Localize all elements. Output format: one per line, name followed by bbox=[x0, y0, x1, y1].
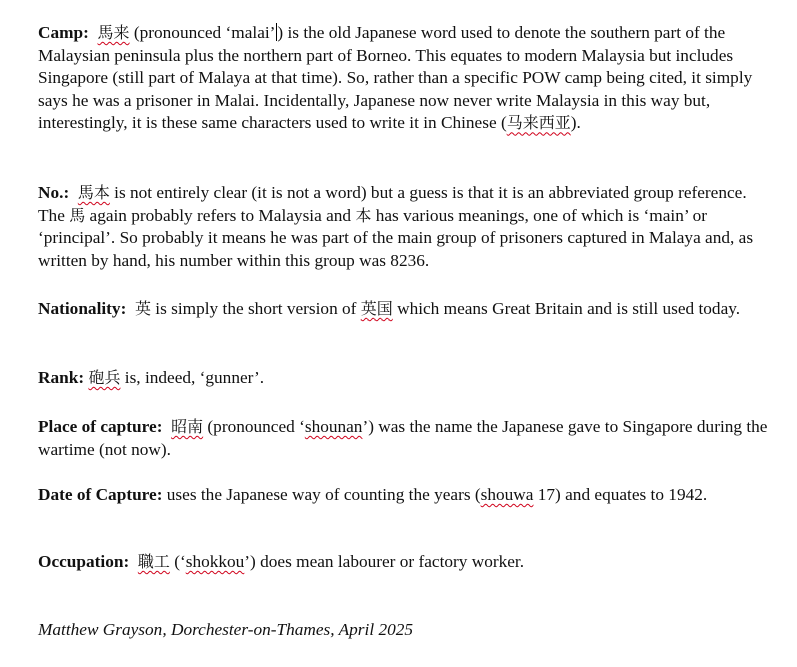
paragraph-nationality[interactable] bbox=[38, 298, 768, 321]
paragraph-date-of-capture[interactable] bbox=[38, 484, 768, 507]
romaji-shounan[interactable]: shounan bbox=[304, 417, 363, 436]
paragraph-occupation[interactable] bbox=[38, 551, 768, 574]
label-camp: Camp: bbox=[38, 23, 89, 42]
chinese-malaysia[interactable]: 马来西亚 bbox=[506, 113, 571, 133]
date-text-1: uses the Japanese way of counting the years ( bbox=[162, 485, 481, 504]
date-text-2: 17) and equates to 1942. bbox=[533, 485, 708, 504]
label-rank: Rank: bbox=[38, 368, 85, 387]
kanji-malai[interactable]: 馬来 bbox=[97, 23, 130, 42]
paragraph-number[interactable] bbox=[38, 182, 768, 272]
kanji-ma: 馬 bbox=[69, 205, 86, 225]
place-text-2: ’) was the name the Japanese gave to Singapore during the wartime (not now). bbox=[38, 417, 768, 459]
kanji-mahon[interactable]: 馬本 bbox=[77, 183, 110, 202]
kanji-ei: 英 bbox=[134, 299, 151, 318]
paragraph-rank[interactable] bbox=[38, 367, 768, 390]
romaji-shouwa[interactable]: shouwa bbox=[480, 485, 534, 504]
paragraph-camp[interactable] bbox=[38, 22, 768, 135]
occupation-text-2: ’) does mean labourer or factory worker. bbox=[244, 552, 525, 571]
paragraph-place-of-capture[interactable] bbox=[38, 416, 768, 461]
occupation-text-1: (‘ bbox=[169, 552, 186, 571]
nationality-text-1: is simply the short version of bbox=[150, 299, 361, 318]
kanji-houhei[interactable]: 砲兵 bbox=[88, 368, 121, 387]
place-text-1: (pronounced ‘ bbox=[203, 417, 305, 436]
kanji-eikoku[interactable]: 英国 bbox=[360, 299, 393, 318]
label-place-of-capture: Place of capture: bbox=[38, 417, 163, 436]
camp-pronounced: (pronounced ‘malai’ bbox=[129, 23, 276, 42]
rank-text: is, indeed, ‘gunner’. bbox=[120, 368, 265, 387]
kanji-shounan[interactable]: 昭南 bbox=[171, 417, 204, 436]
number-text-2: again probably refers to Malaysia and bbox=[85, 205, 356, 225]
label-number: No.: bbox=[38, 183, 70, 202]
nationality-text-2: which means Great Britain and is still used today. bbox=[392, 299, 741, 318]
number-text-1: is not entirely clear (it is not a word) but a guess is that it is an abbreviated group reference. The bbox=[38, 183, 747, 225]
label-occupation: Occupation: bbox=[38, 552, 130, 571]
kanji-hon: 本 bbox=[355, 205, 372, 225]
kanji-shokkou[interactable]: 職工 bbox=[137, 552, 170, 571]
camp-end: ). bbox=[570, 113, 581, 133]
label-date-of-capture: Date of Capture: bbox=[38, 485, 163, 504]
signature-line: Matthew Grayson, Dorchester-on-Thames, April 2025 bbox=[38, 620, 414, 639]
number-text-3: has various meanings, one of which is ‘main’ or ‘principal’. So probably it means he was part of the main group of prisoners captured in Malaya and, as written by hand, his number within this group was 8236. bbox=[38, 205, 754, 270]
camp-text: ) is the old Japanese word used to denote the southern part of the Malaysian peninsula plus the northern part of Borneo. This equates to modern Malaysia but includes Singapore (still part of Malaya at that time). So, rather than a specific POW camp being cited, it simply says he was a prisoner in Malai. Incidentally, Japanese now never write Malaysia in this way but, interestingly, it is these same characters used to write it in Chinese ( bbox=[38, 23, 753, 133]
romaji-shokkou[interactable]: shokkou bbox=[185, 552, 245, 571]
label-nationality: Nationality: bbox=[38, 299, 127, 318]
